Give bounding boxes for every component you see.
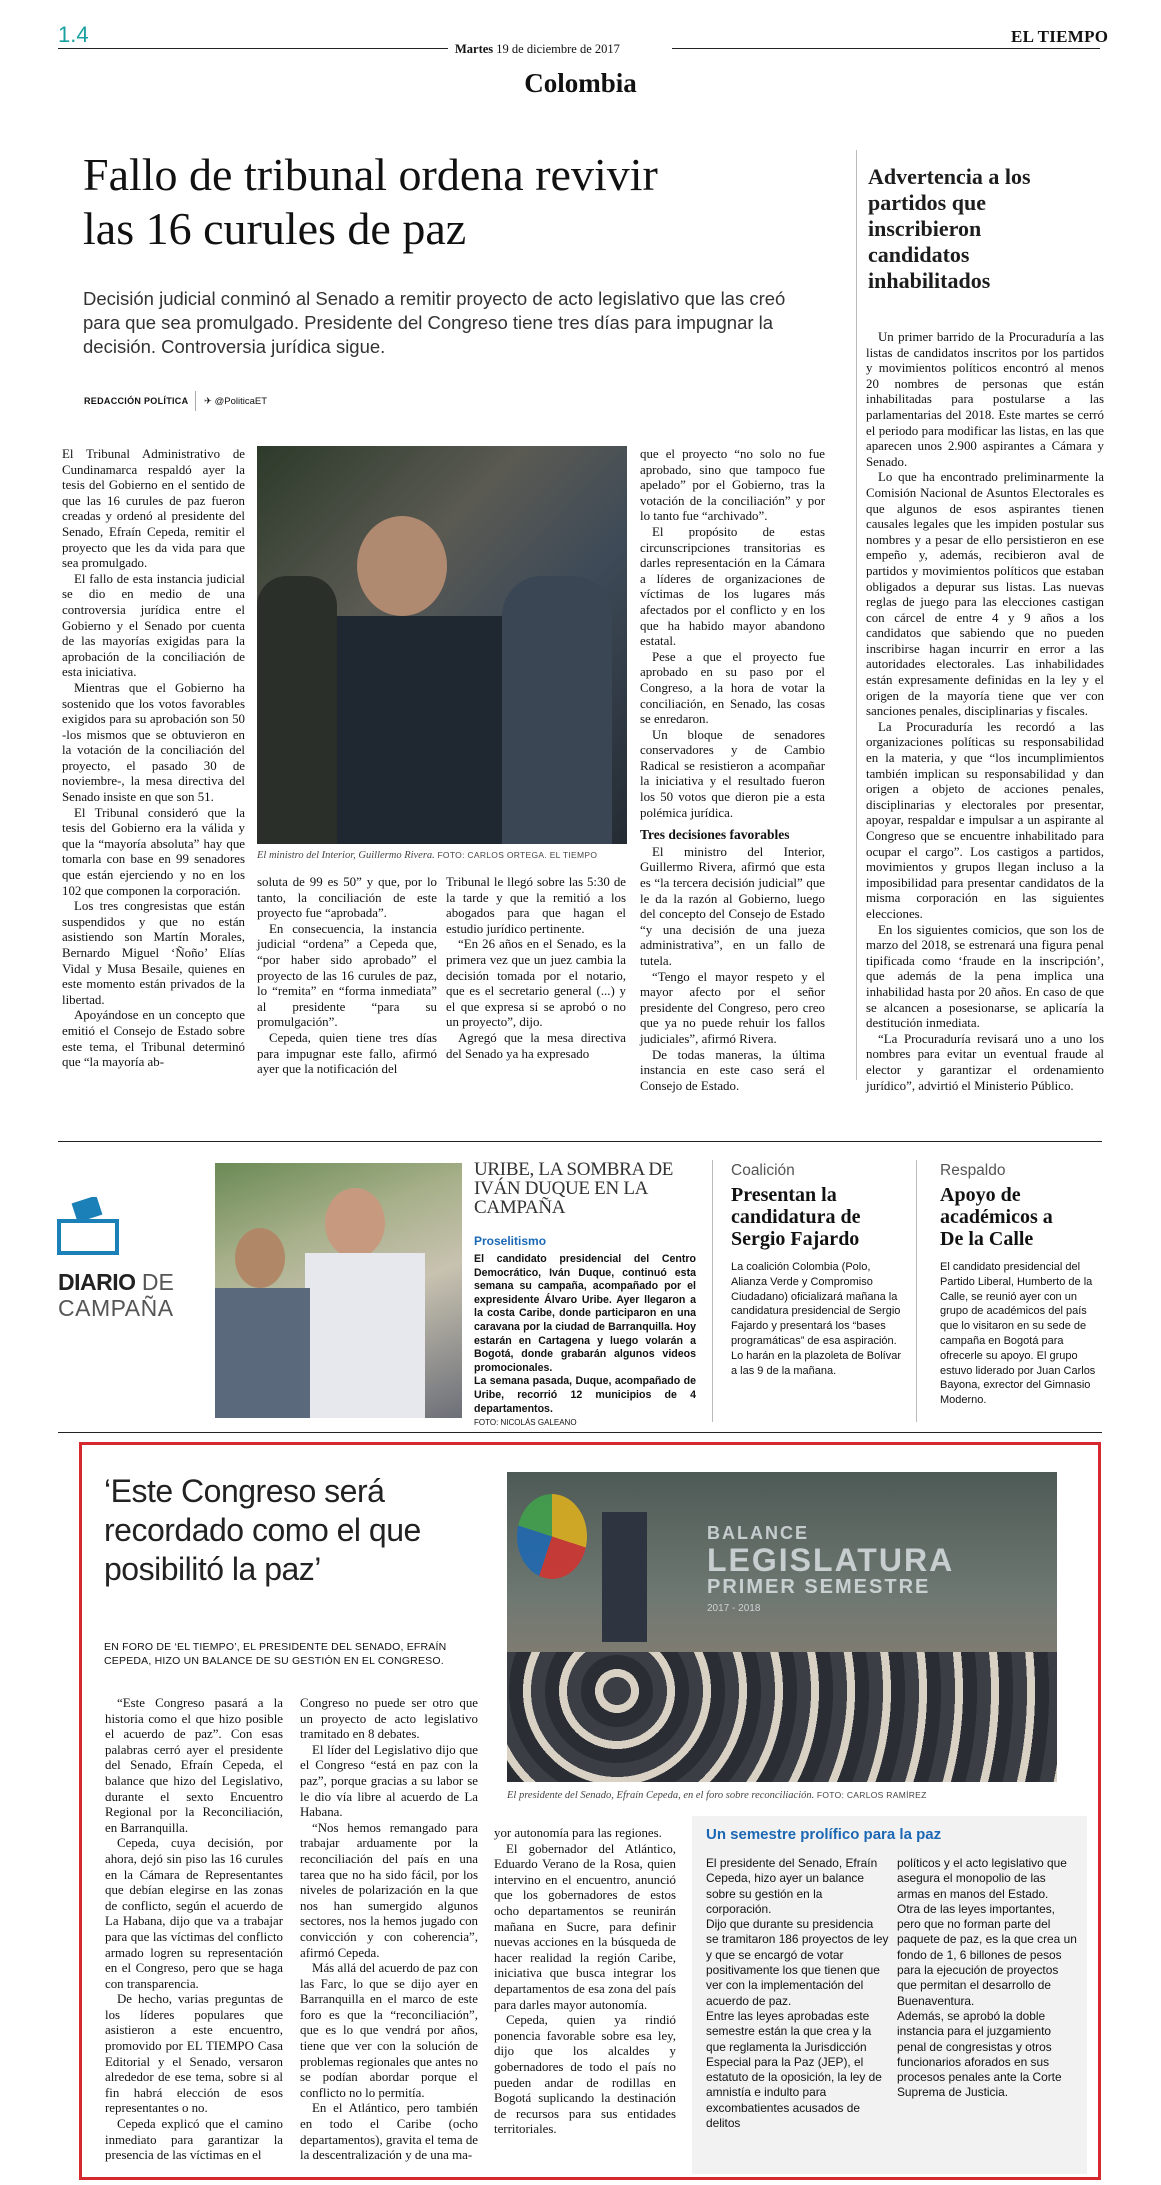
header-rule-left — [58, 48, 448, 49]
paragraph: Tribunal le llegó sobre las 5:30 de la tarde y que la remitió a los abogados para que hagan el estudio jurídico pertinente. — [446, 875, 626, 936]
screen-line: 2017 - 2018 — [707, 1603, 761, 1614]
screen-line: PRIMER SEMESTRE — [707, 1576, 931, 1598]
twitter-label: @PoliticaET — [214, 396, 268, 407]
paragraph: Otra de las leyes importantes, pero que no forman parte del paquete de paz, es la que crea un fondo de 1, 6 billones de pesos para la ejecución de proyectos que permitan el desarrollo de Buenaventura. — [897, 1901, 1077, 2008]
twitter-icon: ✈ — [204, 396, 212, 407]
diario-logo — [58, 1269, 174, 1321]
date: 19 de diciembre de 2017 — [496, 42, 620, 56]
paragraph: Más allá del acuerdo de paz con las Farc, lo que se dijo ayer en Barranquilla en el marco de este foro es que la “reconciliación”, que es lo que vendrá por años, tiene que ver con la solución de problemas regionales que antes no se podían abordar porque el conflicto no lo permitía. — [300, 1961, 478, 2100]
uribe-kicker: Proselitismo — [474, 1234, 547, 1248]
photo-suit — [317, 616, 507, 844]
paragraph: “En 26 años en el Senado, es la primera vez que un juez cambia la decisión tomada por el notario, que es el secretario general (...) y el que expresa si se aprobó o no un proyecto”, dijo. — [446, 937, 626, 1030]
date-line — [455, 42, 620, 57]
paragraph: En el Atlántico, pero también en todo el Caribe (ocho departamentos), gravita el tema de la descentralización y de una ma- — [300, 2101, 478, 2163]
photo-credit: FOTO: NICOLÁS GALEANO — [474, 1418, 577, 1428]
byline: REDACCIÓN POLÍTICA — [84, 396, 189, 406]
sidebar-divider — [856, 150, 857, 1080]
paragraph: Pese a que el proyecto fue aprobado en su paso por el Congreso, a la hora de votar la conciliación, en Senado, las cosas se enredaron. — [640, 649, 825, 727]
main-photo-caption — [257, 850, 637, 861]
main-col-3 — [446, 875, 626, 1062]
paragraph: En los siguientes comicios, que son los de marzo del 2018, se estrenará una figura penal tipificada como ‘fraude en la inscripción’, que además de la pena implica una inhabilidad hasta por 20 años. En caso de que se alcancen a posesionarse, se aplicaría la destitución inmediata. — [866, 922, 1104, 1031]
photo-face — [357, 516, 447, 616]
paragraph: “Este Congreso pasará a la historia como el que hizo posible el acuerdo de paz”. Con esas palabras cerró ayer el presidente del Senado, Efraín Cepeda, el balance que hizo del Legislativo, durante el sexto Encuentro Regional por la Reconciliación, en Barranquilla. — [105, 1696, 283, 1835]
paragraph: El presidente del Senado, Efraín Cepeda, hizo ayer un balance sobre su gestión en la corporación. — [706, 1856, 878, 1916]
strip-divider-2 — [916, 1160, 917, 1422]
boxed-lead: EN FORO DE ‘EL TIEMPO’, EL PRESIDENTE DEL SENADO, EFRAÍN CEPEDA, HIZO UN BALANCE DE SU GESTIÓN EN EL CONGRESO. — [104, 1641, 447, 1667]
uribe-photo — [215, 1163, 462, 1418]
boxed-col-1 — [105, 1696, 283, 2164]
paragraph: soluta de 99 es 50” y que, por lo tanto, la conciliación de este proyecto fue “aprobada”. — [257, 875, 437, 921]
paragraph: Mientras que el Gobierno ha sostenido que los votos favorables exigidos para su aprobación son 50 -los mismos que se obtuvieron en la votación de la conciliación del proyecto, el pasado 30 de noviembre-, la mesa directiva del Senado insiste en que son 51. — [62, 680, 245, 805]
boxed-col-3 — [494, 1826, 676, 2138]
caption-text: El presidente del Senado, Efraín Cepeda, en el foro sobre reconciliación. — [507, 1790, 815, 1801]
podium-speaker — [602, 1512, 647, 1642]
strip-divider-1 — [712, 1160, 713, 1422]
ballot-box-icon — [56, 1197, 120, 1255]
byline-divider — [195, 391, 196, 411]
date-prefix: Martes — [455, 42, 494, 56]
event-logo — [517, 1494, 587, 1579]
uribe-title: URIBE, LA SOMBRA DE IVÁN DUQUE EN LA CAMPAÑA — [474, 1159, 674, 1218]
paragraph: El líder del Legislativo dijo que el Congreso “está en paz con la paz”, porque gracias a su labor se le dio vía libre al acuerdo de La Habana. — [300, 1742, 478, 1820]
paragraph: Agregó que la mesa directiva del Senado ya ha expresado — [446, 1030, 626, 1061]
paragraph: yor autonomía para las regiones. — [494, 1826, 662, 1840]
logo-line2: CAMPAÑA — [58, 1295, 174, 1321]
paragraph: Un bloque de senadores conservadores y de Cambio Radical se resistieron a acompañar la iniciativa y el resultado fueron los 50 votos que dieron pie a esta polémica jurídica. — [640, 727, 825, 820]
main-col-2 — [257, 875, 437, 1078]
paragraph: Cepeda, cuya decisión, por ahora, dejó sin piso las 16 curules en la Cámara de Representantes que debían elegirse en las zonas de conflicto, según el acuerdo de La Habana, dijo que va a trabajar para que las víctimas del conflicto armado logren su representación en el Congreso, pero que se haga con transparencia. — [105, 1836, 283, 1991]
page-number: 1.4 — [58, 22, 89, 47]
boxed-photo — [507, 1472, 1057, 1782]
screen-line: LEGISLATURA — [707, 1542, 955, 1578]
paragraph: En consecuencia, la instancia judicial “ordena” a Cepeda que, “por haber sido aprobado” el proyecto de las 16 curules de paz, lo “remita” en “forma inmediata” al presidente “para su promulgación”. — [257, 921, 437, 1030]
sidebar-headline: Advertencia a los partidos que inscribieron candidatos inhabilitados — [868, 164, 1031, 293]
paragraph: “La Procuraduría revisará uno a uno los nombres para evitar un eventual fraude al elector y garantizar el ordenamiento jurídico”, advirtió el Ministerio Público. — [866, 1031, 1104, 1093]
paragraph: El gobernador del Atlántico, Eduardo Verano de la Rosa, quien intervino en el encuentro, anunció que los gobernadores de estos ocho departamentos se reunirán mañana en Sucre, para definir nuevas acciones en la búsqueda de hacer realidad la región Caribe, iniciativa que busca integrar los departamentos de esa zona del país para darles mayor autonomía. — [494, 1841, 676, 2012]
audience — [507, 1652, 1057, 1782]
paragraph: Apoyándose en un concepto que emitió el Consejo de Estado sobre este tema, el Tribunal determinó que “la mayoría ab- — [62, 1008, 245, 1070]
paragraph: Cepeda, quien tiene tres días para impugnar este fallo, afirmó ayer que la notificación del — [257, 1030, 437, 1077]
paragraph: Los tres congresistas que están suspendidos y que no están asistiendo son Martín Morales, Bernardo Miguel ‘Ñoño’ Elías Vidal y Musa Besaile, quienes en este momento están privados de la libertad. — [62, 899, 245, 1007]
photo-credit: FOTO: CARLOS ORTEGA. EL TIEMPO — [437, 850, 598, 860]
twitter-handle — [204, 396, 267, 407]
uribe-paragraph-2: La semana pasada, Duque, acompañado de Uribe, recorrió 12 municipios de 4 departamentos. — [474, 1375, 696, 1415]
paragraph: “Nos hemos remangado para trabajar arduamente por la reconciliación del país en una tarea que no ha sido fácil, por los niveles de polarización en la que nos han sumergido algunos sectores, nos la hemos jugado con convicción y con coherencia”, afirmó Cepeda. — [300, 1820, 478, 1960]
paragraph: De hecho, varias preguntas de los líderes populares que asistieron a este encuentro, promovido por EL TIEMPO Casa Editorial y el Senado, versaron alrededor de ese tema, sobre si al fin habrá elección de esos representantes o no. — [105, 1992, 283, 2116]
photo-person-right — [502, 576, 612, 844]
boxed-photo-caption — [507, 1790, 1067, 1801]
main-col-1 — [62, 447, 245, 1071]
paragraph: El Tribunal Administrativo de Cundinamarca respaldó ayer la tesis del Gobierno en el sentido de que las 16 curules de paz fueron creadas y ordenó al presidente del Senado, Efraín Cepeda, remitir el proyecto que les da vida para que sea promulgado. — [62, 447, 245, 571]
fajardo-kicker: Coalición — [731, 1162, 795, 1179]
photo-face-2 — [235, 1228, 285, 1288]
screen-line: BALANCE — [707, 1523, 809, 1543]
calle-kicker: Respaldo — [940, 1162, 1006, 1179]
paragraph: Congreso no puede ser otro que un proyecto de acto legislativo tramitado en 8 debates. — [300, 1696, 478, 1742]
paragraph: “Tengo el mayor respeto y el mayor afecto por el señor presidente del Congreso, pero creo que ya no puede rehuir los fallos judiciales”, afirmó Rivera. — [640, 969, 825, 1046]
paragraph: El Tribunal consideró que la tesis del Gobierno era la válida y que la “mayoría absoluta” hay que tomarla con base en 99 senadores que están ejerciendo y no en los 102 que componen la corporación. — [62, 805, 245, 898]
paragraph: Entre las leyes aprobadas este semestre están la que crea y la que reglamenta la Jurisdicción Especial para la Paz (JEP), el estatuto de la oposición, la ley de amnistía e indulto para excombatientes acusados de delitos — [706, 2008, 882, 2131]
calle-text: El candidato presidencial del Partido Liberal, Humberto de la Calle, se reunió ayer con un grupo de académicos del país que lo visitaron en su sede de campaña en Bogotá para ofrecerle su apoyo. El grupo estuvo liderado por Juan Carlos Bayona, exrector del Gimnasio Moderno. — [940, 1261, 1096, 1407]
uribe-text — [474, 1253, 696, 1430]
fajardo-text: La coalición Colombia (Polo, Alianza Verde y Compromiso Ciudadano) oficializará mañana la candidatura presidencial de Sergio Fajardo y presentará los “bases programáticas” de esa aspiración. Lo harán en la plazoleta de Bolívar a las 9 de la mañana. — [731, 1261, 902, 1377]
header-rule-right — [672, 48, 1100, 49]
paragraph: El propósito de estas circunscripciones transitorias es darles representación en la Cámara a líderes de organizaciones de víctimas de los lugares más afectados por el conflicto y en los que ha habido mayor abandono estatal. — [640, 524, 825, 649]
logo-light: DE — [141, 1269, 174, 1295]
fajardo-title: Presentan la candidatura de Sergio Fajardo — [731, 1184, 861, 1250]
paragraph: De todas maneras, la última instancia en este caso será el Consejo de Estado. — [640, 1047, 825, 1093]
paragraph: políticos y el acto legislativo que asegura el monopolio de las armas en manos del Estado. — [897, 1856, 1067, 1901]
photo-face — [325, 1188, 385, 1258]
paragraph: Cepeda explicó que el camino inmediato para garantizar la presencia de las víctimas en el — [105, 2117, 283, 2163]
paragraph: Un primer barrido de la Procuraduría a las listas de candidatos inscritos por los partidos y movimientos políticos encontró al menos 20 nombres de personas que están inhabilitadas para postularse a las parlamentarias del 2018. Este martes se cerró el periodo para modificar las listas, en las que aparecen unos 2.900 aspirantes a Cámara y Senado. — [866, 330, 1104, 469]
subbox-col-1 — [706, 1856, 889, 2131]
paragraph: El ministro del Interior, Guillermo Rivera, afirmó que esta es “la tercera decisión judicial” que le da la razón al Gobierno, luego del concepto del Consejo de Estado “y una decisión de una jueza administrativa”, en un fallo de tutela. — [640, 844, 825, 968]
calle-title: Apoyo de académicos a De la Calle — [940, 1184, 1053, 1250]
subbox-title: Un semestre prolífico para la paz — [706, 1826, 942, 1843]
brand-logo: EL TIEMPO — [1011, 27, 1109, 46]
paragraph: La Procuraduría les recordó a las organizaciones políticas su responsabilidad en la materia, y que “los incumplimientos también implican su responsabilidad y dan origen a objeto de acciones penales, disciplinarias y electorales por presentar, apoyar, respaldar e impulsar a un aspirante al Congreso que se encuentre inhabilitado para ocupar el cargo”. Los castigos a partidos, movimientos y grupos llegan incluso a la imposibilidad para presentar candidatos de la misma corporación en las siguientes elecciones. — [866, 719, 1104, 921]
photo-shirt — [305, 1253, 425, 1418]
paragraph: que el proyecto “no solo no fue aprobado, sino que tampoco fue apelado” por el Gobierno, tras la votación de la conciliación” y por lo tanto fue “archivado”. — [640, 447, 825, 524]
caption-text: El ministro del Interior, Guillermo Rivera. — [257, 850, 435, 861]
paragraph: Además, se aprobó la doble instancia para el juzgamiento penal de congresistas y otros funcionarios aforados en sus procesos penales ante la Corte Suprema de Justicia. — [897, 2008, 1062, 2100]
photo-credit: FOTO: CARLOS RAMÍREZ — [816, 1790, 927, 1800]
paragraph: Lo que ha encontrado preliminarmente la Comisión Nacional de Asuntos Electorales es que algunos de esos aspirantes tienen causales legales que les impiden postular sus nombres y a pesar de ello persistieron en ese empeño y, además, recibieron aval de partidos y movimientos políticos que estaban obligados a depurar sus listas. Las nuevas reglas de juego para las elecciones castigan con cárcel de entre 4 y 9 años a los candidatos que sabiendo que no pueden inscribirse hagan incurrir en error a las autoridades electorales. Las inhabilidades están expresamente definidas en la ley y el origen de la mayoría tiene que ver con sanciones penales, disciplinarias y fiscales. — [866, 470, 1104, 719]
paragraph: Dijo que durante su presidencia se tramitaron 186 proyectos de ley y que se encargó de votar positivamente los que tienen que ver con la implementación del acuerdo de paz. — [706, 1917, 889, 2008]
boxed-headline: ‘Este Congreso será recordado como el que posibilitó la paz’ — [104, 1473, 421, 1587]
photo-crowd — [215, 1288, 310, 1418]
section-title: Colombia — [524, 68, 637, 98]
screen-text — [707, 1522, 954, 1620]
sidebar-body — [866, 330, 1104, 1094]
strip-bottom-rule — [58, 1432, 1102, 1433]
subbox-col-2 — [897, 1856, 1077, 2101]
main-headline: Fallo de tribunal ordena revivir las 16 curules de paz — [83, 149, 658, 254]
photo-person-left — [257, 576, 337, 844]
strip-top-rule — [58, 1141, 1102, 1142]
paragraph: El fallo de esta instancia judicial se dio en medio de una controversia jurídica entre el Gobierno y el Senado por cuenta de las mayorías exigidas para la aprobación de la conciliación de esta iniciativa. — [62, 571, 245, 680]
main-deck: Decisión judicial conminó al Senado a remitir proyecto de acto legislativo que las creó para que sea promulgado. Presidente del Congreso tiene tres días para impugnar la decisión. Controversia jurídica sigue. — [83, 288, 786, 357]
col4-subhead: Tres decisiones favorables — [640, 827, 790, 843]
boxed-col-2 — [300, 1696, 478, 2164]
main-photo — [257, 446, 627, 844]
main-col-4 — [640, 447, 825, 1094]
uribe-paragraph-1: El candidato presidencial del Centro Democrático, Iván Duque, continuó esta semana su campaña, acompañado por el expresidente Álvaro Uribe. Ayer llegaron a la costa Caribe, donde participaron en una caravana por la ciudad de Barranquilla. Hoy estarán en Cartagena y luego volarán a Bogotá, donde grabarán algunos videos promocionales. — [474, 1253, 696, 1374]
logo-bold: DIARIO — [58, 1269, 136, 1295]
paragraph: Cepeda, quien ya rindió ponencia favorable sobre esa ley, dijo que los alcaldes y gobernadores de todo el país no pueden andar de rodillas en Bogotá suplicando la destinación de recursos para sus entidades territoriales. — [494, 2013, 676, 2137]
